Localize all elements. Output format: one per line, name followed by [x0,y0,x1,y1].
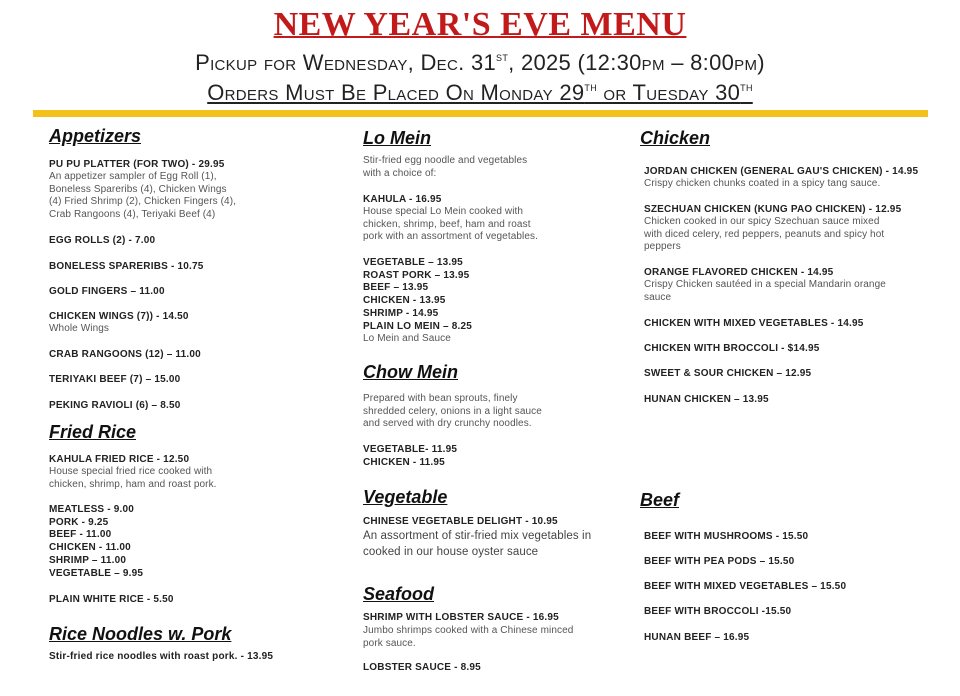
item-chow-mein-vegetable: VEGETABLE- 11.95 [363,444,458,455]
item-egg-rolls: EGG ROLLS (2) - 7.00 [49,235,156,246]
section-heading-vegetable: Vegetable [363,487,448,507]
item-jordan-chicken: JORDAN CHICKEN (GENERAL GAU'S CHICKEN) - 14.95 [644,166,919,177]
desc-line: (4) Fried Shrimp (2), Chicken Fingers (4), [49,196,237,208]
item-chow-mein-chicken: CHICKEN - 11.95 [363,457,445,468]
desc-line: with diced celery, red peppers, peanuts and spicy hot [644,228,885,240]
lo-mein-option: BEEF – 13.95 [363,282,429,294]
item-spareribs: BONELESS SPARERIBS - 10.75 [49,261,204,272]
lo-mein-option: VEGETABLE – 13.95 [363,257,463,268]
fried-rice-option: CHICKEN - 11.00 [49,542,131,554]
item-description: Crispy chicken chunks coated in a spicy tang sauce. [644,178,881,189]
item-shrimp-lobster-sauce: SHRIMP WITH LOBSTER SAUCE - 16.95 [363,612,559,623]
item-orange-chicken: ORANGE FLAVORED CHICKEN - 14.95 [644,267,834,278]
divider-bar [33,110,928,117]
item-beef-pea-pods: BEEF WITH PEA PODS – 15.50 [644,556,795,567]
desc-line: Crab Rangoons (4), Teriyaki Beef (4) [49,209,216,221]
desc-line: chicken, shrimp, beef, ham and roast [363,218,531,230]
lo-mein-option: SHRIMP - 14.95 [363,307,439,319]
item-teriyaki-beef: TERIYAKI BEEF (7) – 15.00 [49,374,181,385]
fried-rice-option: MEATLESS - 9.00 [49,504,135,515]
item-chicken-mixed-vegetables: CHICKEN WITH MIXED VEGETABLES - 14.95 [644,318,864,329]
item-kahula-fried-rice: KAHULA FRIED RICE - 12.50 [49,454,190,465]
desc-line: Prepared with bean sprouts, finely [363,393,518,404]
desc-line: House special Lo Mein cooked with [363,206,524,217]
item-rice-noodles: Stir-fried rice noodles with roast pork. - 13.95 [49,651,274,662]
desc-line: House special fried rice cooked with [49,466,213,477]
desc-line: An assortment of stir-fried mix vegetables in [363,530,592,542]
item-gold-fingers: GOLD FINGERS – 11.00 [49,286,165,297]
desc-line: An appetizer sampler of Egg Roll (1), [49,171,217,182]
item-description [363,625,573,650]
section-heading-chicken: Chicken [640,128,711,148]
item-description [644,216,884,254]
item-description [363,206,538,244]
section-heading-chow-mein: Chow Mein [363,362,458,382]
pickup-sup: st [496,49,509,64]
menu-title: NEW YEAR'S EVE MENU [273,6,687,43]
orders-sup-1: th [584,79,598,94]
item-crab-rangoons: CRAB RANGOONS (12) – 11.00 [49,349,201,360]
section-intro [363,155,527,180]
desc-line: and served with dry crunchy noodles. [363,418,532,430]
item-chicken-wings: CHICKEN WINGS (7)) - 14.50 [49,311,189,322]
desc-line: Jumbo shrimps cooked with a Chinese minced [363,625,574,636]
desc-line: cooked in our house oyster sauce [363,545,539,558]
desc-line: chicken, shrimp, ham and roast pork. [49,478,217,490]
desc-line: peppers [644,241,681,253]
fried-rice-option: BEEF - 11.00 [49,529,112,541]
desc-line: pork sauce. [363,637,416,649]
item-description [49,171,236,222]
fried-rice-option: PORK - 9.25 [49,516,109,528]
lo-mein-option: ROAST PORK – 13.95 [363,269,470,281]
item-peking-ravioli: PEKING RAVIOLI (6) – 8.50 [49,400,181,411]
orders-sup-2: th [740,79,753,94]
fried-rice-option: SHRIMP – 11.00 [49,554,127,566]
item-description: Whole Wings [49,323,110,334]
section-heading-fried-rice: Fried Rice [49,422,137,442]
item-beef-mushrooms: BEEF WITH MUSHROOMS - 15.50 [644,531,809,542]
item-hunan-chicken: HUNAN CHICKEN – 13.95 [644,394,769,405]
section-heading-appetizers: Appetizers [49,126,142,146]
item-kahula-lo-mein: KAHULA - 16.95 [363,194,442,205]
fried-rice-option: VEGETABLE – 9.95 [49,567,144,579]
desc-line: Boneless Spareribs (4), Chicken Wings [49,183,227,195]
orders-text-2: or Tuesday 30 [597,80,741,105]
pickup-line [0,49,960,76]
orders-line [0,79,960,106]
fried-rice-options [49,504,143,580]
desc-line: Chicken cooked in our spicy Szechuan sauce mixed [644,216,880,227]
section-heading-rice-noodles: Rice Noodles w. Pork [49,624,232,644]
item-description: Lo Mein and Sauce [363,333,451,344]
item-chicken-broccoli: CHICKEN WITH BROCCOLI - $14.95 [644,343,820,354]
lo-mein-option: PLAIN LO MEIN – 8.25 [363,320,473,332]
item-plain-white-rice: PLAIN WHITE RICE - 5.50 [49,594,174,605]
orders-text: Orders Must Be Placed On Monday 29 [207,80,585,105]
pickup-text: Pickup for Wednesday, Dec. 31 [195,50,497,75]
pickup-text-end: , 2025 (12:30pm – 8:00pm) [508,50,765,75]
desc-line: Crispy Chicken sautéed in a special Mandarin orange [644,279,886,290]
desc-line: sauce [644,291,672,303]
desc-line: pork with an assortment of vegetables. [363,231,539,243]
desc-line: shredded celery, onions in a light sauce [363,405,542,417]
item-pupu-platter: PU PU PLATTER (FOR TWO) - 29.95 [49,159,225,170]
item-description [363,529,591,560]
section-heading-beef: Beef [640,490,680,510]
item-vegetable-delight: CHINESE VEGETABLE DELIGHT - 10.95 [363,516,558,527]
desc-line: with a choice of: [363,167,437,179]
item-beef-mixed-vegetables: BEEF WITH MIXED VEGETABLES – 15.50 [644,581,847,592]
section-heading-lo-mein: Lo Mein [363,128,431,148]
item-lobster-sauce: LOBSTER SAUCE - 8.95 [363,662,481,673]
item-description [644,279,886,304]
item-sweet-sour-chicken: SWEET & SOUR CHICKEN – 12.95 [644,368,812,379]
section-intro [363,393,542,431]
lo-mein-options [363,257,472,333]
item-hunan-beef: HUNAN BEEF – 16.95 [644,632,750,643]
lo-mein-option: CHICKEN - 13.95 [363,295,446,307]
item-description [49,466,217,491]
desc-line: Stir-fried egg noodle and vegetables [363,155,528,166]
item-szechuan-chicken: SZECHUAN CHICKEN (KUNG PAO CHICKEN) - 12.95 [644,204,902,215]
section-heading-seafood: Seafood [363,584,435,604]
item-beef-broccoli: BEEF WITH BROCCOLI -15.50 [644,606,792,617]
